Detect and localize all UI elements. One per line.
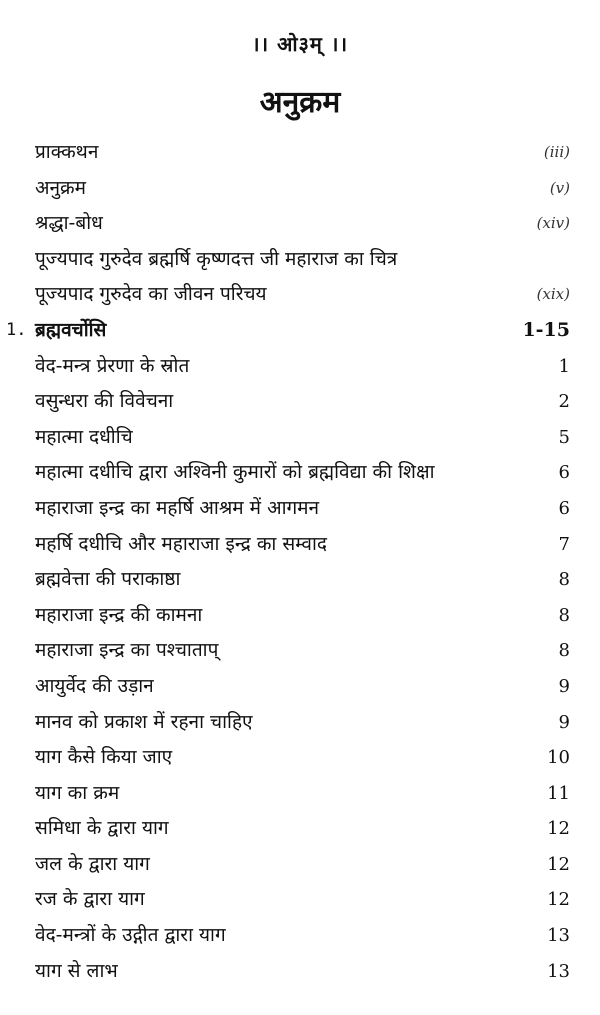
section-title: ब्रह्मवर्चोसि [35, 318, 107, 341]
toc-row[interactable] [0, 811, 600, 847]
toc-entry-page: 12 [547, 889, 570, 911]
toc-entry-label: महाराजा इन्द्र का पश्चाताप् [35, 639, 219, 662]
toc-entry-page: 5 [558, 426, 570, 448]
toc-row[interactable] [0, 562, 600, 598]
toc-entry-label: वेद-मन्त्र प्रेरणा के स्रोत [35, 354, 190, 377]
toc-entry-label: याग से लाभ [35, 959, 118, 982]
toc-entry-label: वेद-मन्त्रों के उद्गीत द्वारा याग [35, 924, 226, 947]
invocation-heading: ।। ओ३म् ।। [251, 32, 349, 56]
toc-row[interactable] [0, 349, 600, 385]
toc-entry-page: (xix) [536, 285, 570, 304]
toc-row[interactable] [0, 455, 600, 491]
toc-row[interactable] [0, 705, 600, 741]
toc-section-row[interactable] [0, 313, 600, 349]
toc-row[interactable] [0, 776, 600, 812]
toc-row[interactable] [0, 277, 600, 313]
toc-row[interactable] [0, 171, 600, 207]
toc-entry-label: प्राक्कथन [35, 141, 99, 163]
page-title: अनुक्रम [259, 85, 341, 120]
toc-entry-label: महाराजा इन्द्र का महर्षि आश्रम में आगमन [35, 496, 320, 519]
toc-entry-page: 1 [558, 355, 570, 377]
toc-entry-page: 8 [558, 640, 570, 662]
toc-row[interactable] [0, 420, 600, 456]
toc-entry-label: याग का क्रम [35, 781, 120, 804]
toc-row[interactable] [0, 669, 600, 705]
toc-entry-page: 13 [547, 925, 570, 947]
toc-entry-label: महात्मा दधीचि [35, 425, 133, 448]
toc-row[interactable] [0, 882, 600, 918]
toc-entry-label: श्रद्धा-बोध [35, 212, 103, 235]
toc-entry-page: (v) [549, 178, 570, 197]
toc-row[interactable] [0, 847, 600, 883]
toc-entry-page: (xiv) [536, 214, 570, 233]
toc-entry-page: 6 [558, 462, 570, 484]
toc-entry-page: 12 [547, 818, 570, 840]
toc-row[interactable] [0, 598, 600, 634]
toc-row[interactable] [0, 135, 600, 171]
toc-row[interactable] [0, 633, 600, 669]
toc-row[interactable] [0, 384, 600, 420]
toc-row[interactable] [0, 740, 600, 776]
toc-entry-label: रज के द्वारा याग [35, 888, 145, 911]
toc-entry-label: मानव को प्रकाश में रहना चाहिए [35, 710, 253, 733]
toc-row[interactable] [0, 527, 600, 563]
toc-entry-label: ब्रह्मवेत्ता की पराकाष्ठा [35, 568, 181, 591]
section-page-range: 1-15 [522, 318, 570, 341]
toc-row[interactable] [0, 918, 600, 954]
toc-entry-label: समिधा के द्वारा याग [35, 817, 169, 840]
toc-entry-label: पूज्यपाद गुरुदेव ब्रह्मर्षि कृष्णदत्त जी महाराज का चित्र [35, 247, 398, 270]
toc-entry-label: पूज्यपाद गुरुदेव का जीवन परिचय [35, 283, 267, 306]
toc-entry-page: 13 [547, 960, 570, 982]
toc-entry-label: महाराजा इन्द्र की कामना [35, 603, 203, 626]
toc-entry-page: 6 [558, 497, 570, 519]
toc-entry-page: 12 [547, 853, 570, 875]
toc-entry-label: महर्षि दधीचि और महाराजा इन्द्र का सम्वाद [35, 532, 327, 555]
toc-entry-page: 9 [558, 675, 570, 697]
table-of-contents [0, 135, 600, 989]
toc-entry-page: 2 [558, 391, 570, 413]
section-number: 1. [6, 319, 27, 340]
toc-entry-label: महात्मा दधीचि द्वारा अश्विनी कुमारों को ब्रह्मविद्या की शिक्षा [35, 461, 435, 484]
toc-row[interactable] [0, 491, 600, 527]
toc-entry-page: 8 [558, 569, 570, 591]
toc-row[interactable] [0, 206, 600, 242]
toc-entry-page: (iii) [543, 143, 570, 161]
toc-entry-label: आयुर्वेद की उड़ान [35, 674, 154, 697]
toc-entry-page: 8 [558, 604, 570, 626]
toc-row[interactable] [0, 242, 600, 278]
toc-entry-page: 7 [558, 533, 570, 555]
toc-entry-label: वसुन्धरा की विवेचना [35, 390, 174, 413]
toc-row[interactable] [0, 954, 600, 990]
toc-entry-page: 11 [547, 782, 570, 804]
toc-entry-label: जल के द्वारा याग [35, 852, 150, 875]
toc-entry-page: 9 [558, 711, 570, 733]
toc-entry-label: याग कैसे किया जाए [35, 746, 173, 769]
toc-entry-label: अनुक्रम [35, 176, 87, 199]
toc-entry-page: 10 [547, 747, 570, 769]
